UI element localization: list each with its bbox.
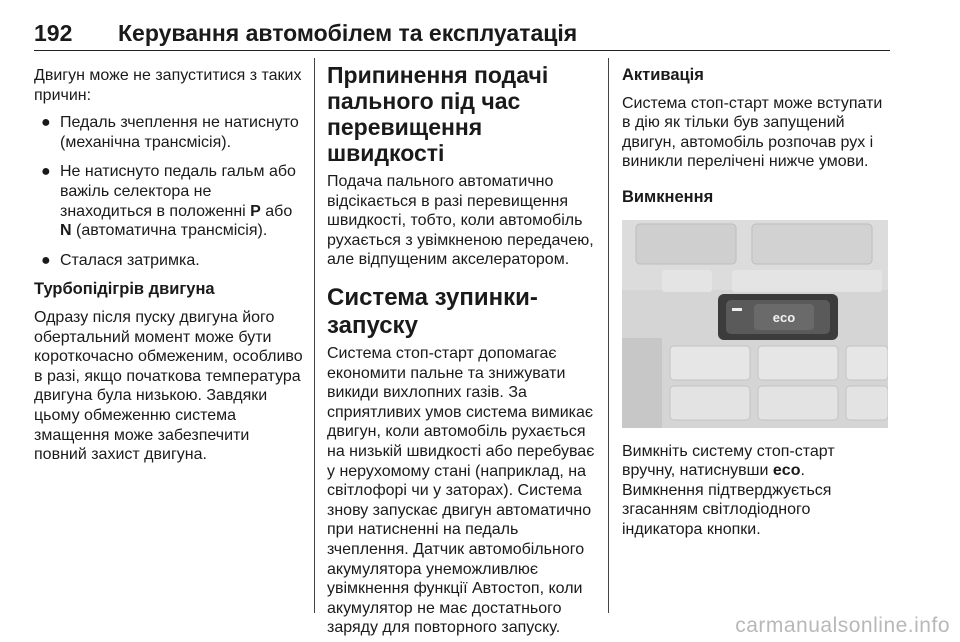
turbo-paragraph: Одразу після пуску двигуна його обертальний момент може бути короткочасно обмеженим, особливо в разі, якщо початкова температура двигуна була низькою. Завдяки цьому обмеженню система змащення може забезпечити повний захист двигуна. (34, 308, 303, 464)
eco-button-photo (622, 220, 888, 428)
dashboard-panel-illustration (622, 220, 888, 428)
eco-button-label: eco (772, 309, 796, 325)
stop-start-paragraph: Система стоп-старт допомагає економити пальне та знижувати викиди вихлопних газів. За сприятливих умов система вимикає двигун, коли автомобіль рухається на низькій швидкості або перебуває у нерухомому стані (наприклад, на світлофорі чи у заторах). Система знову запускає двигун автоматично при натисненні на педаль зчеплення. Датчик автомобільного акумулятора унеможливлює увімкнення функції Автостоп, коли акумулятор не має достатнього заряду для повторного запуску. (327, 344, 595, 637)
list-item: ● Педаль зчеплення не натиснуто (механічна трансмісія). (41, 114, 299, 151)
stop-start-heading: Система зупинки-запуску (327, 283, 538, 339)
column-right (622, 66, 888, 540)
deactivation-paragraph: Вимкніть систему стоп-старт вручну, натиснувши eco. Вимкнення підтверджується згасанням світлодіодного індикатора кнопки. (622, 442, 835, 538)
gear-p-label: P (250, 202, 261, 220)
eco-label: eco (772, 462, 801, 480)
list-item: ● Не натиснуто педаль гальм або важіль селектора не знаходиться в положенні P або N (автоматична трансмісія). (41, 163, 296, 240)
page-header (34, 16, 890, 50)
activation-heading: Активація (622, 66, 704, 84)
activation-paragraph: Система стоп-старт може вступати в дію як тільки був запущений двигун, автомобіль розпочав рух і виникли перелічені нижче умови. (622, 94, 883, 171)
column-left (34, 66, 306, 465)
bullet-icon: ● (41, 251, 51, 269)
deactivation-heading: Вимкнення (622, 187, 714, 206)
header-rule (34, 50, 890, 51)
intro-paragraph: Двигун може не запуститися з таких причин: (34, 67, 302, 104)
fuel-cutoff-heading: Припинення подачі пального під час перевищення швидкості (327, 62, 549, 166)
fuel-cutoff-paragraph: Подача пального автоматично відсікається в разі перевищення швидкості, тобто, коли автомобіль рухається з увімкненою передачею, але відпущеним акселератором. (327, 173, 594, 269)
page-title: Керування автомобілем та експлуатація (118, 20, 578, 46)
gear-n-label: N (60, 222, 72, 240)
reasons-list (34, 113, 306, 270)
watermark: carmanualsonline.info (735, 614, 950, 637)
column-divider-1 (314, 58, 315, 613)
list-item: ● Сталася затримка. (41, 251, 200, 269)
column-divider-2 (608, 58, 609, 613)
page-number: 192 (34, 20, 73, 46)
bullet-icon: ● (41, 163, 51, 181)
column-middle (327, 62, 595, 638)
bullet-icon: ● (41, 114, 51, 132)
turbo-heading: Турбопідігрів двигуна (34, 280, 215, 299)
